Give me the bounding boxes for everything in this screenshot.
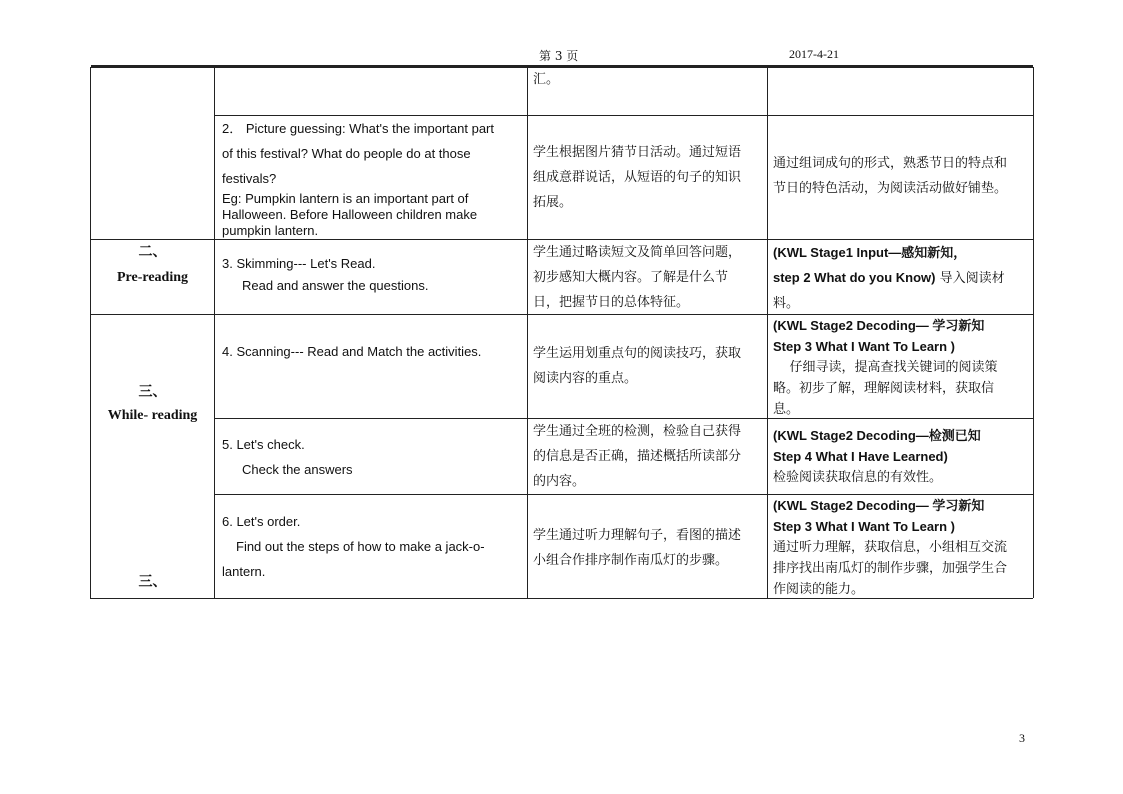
example-line: Eg: Pumpkin lantern is an important part of <box>222 191 469 206</box>
intent-line: 息。 <box>773 402 800 417</box>
example-line: Halloween. Before Halloween children make <box>222 207 478 222</box>
intent-text: 导入阅读材 <box>935 271 1005 286</box>
process-line: 日，把握节日的总体特征。 <box>533 295 690 310</box>
stage-number: 三、 <box>138 385 167 400</box>
row4-intent-cell <box>773 425 1031 488</box>
stage-number: 三、 <box>138 575 167 590</box>
activity-line: 3. Skimming--- Let's Read. <box>222 256 376 271</box>
stage-name: Pre-reading <box>116 270 189 285</box>
process-line: 小组合作排序制作南瓜灯的步骤。 <box>533 553 729 568</box>
activity-line: Find out the steps of how to make a jack-o- <box>236 539 485 554</box>
intent-line: (KWL Stage2 Decoding— 学习新知 <box>773 498 985 513</box>
row4-activity-cell <box>222 432 520 482</box>
intent-line: 排序找出南瓜灯的制作步骤，加强学生合 <box>773 561 1008 576</box>
stage-name: While- reading <box>107 408 198 423</box>
row2-activity-cell <box>222 253 520 297</box>
intent-kwl-step: step 2 What do you Know) <box>773 270 936 285</box>
process-line: 组成意群说话，从短语的句子的知识 <box>533 170 742 185</box>
intent-line: 略。初步了解，理解阅读材料，获取信 <box>773 381 995 396</box>
intent-line: Step 4 What I Have Learned) <box>773 449 948 464</box>
intent-line: (KWL Stage2 Decoding—检测已知 <box>773 428 981 443</box>
document-date: 2017-4-21 <box>789 47 839 61</box>
process-line: 学生运用划重点句的阅读技巧，获取 <box>533 346 742 361</box>
page-label: 第 3 页 <box>539 49 579 63</box>
intent-line: 作阅读的能力。 <box>773 582 865 597</box>
activity-line: of this festival? What do people do at those <box>222 146 471 161</box>
row5-process-cell <box>533 523 763 573</box>
table-border-right <box>1033 67 1034 598</box>
process-line: 的信息是否正确，描述概括所读部分 <box>533 449 742 464</box>
intent-line: (KWL Stage1 Input—感知新知， <box>773 245 967 260</box>
process-line: 阅读内容的重点。 <box>533 371 638 386</box>
intent-line: Step 3 What I Want To Learn ) <box>773 519 955 534</box>
process-line: 学生通过听力理解句子，看图的描述 <box>533 528 742 543</box>
column-divider <box>767 67 768 598</box>
activity-line: 4. Scanning--- Read and Match the activities. <box>222 344 482 359</box>
row3-process-cell <box>533 341 763 391</box>
intent-line: 通过组词成句的形式，熟悉节日的特点和 <box>773 156 1008 171</box>
activity-line: Check the answers <box>242 462 353 477</box>
intent-line: 节日的特色活动，为阅读活动做好铺垫。 <box>773 181 1008 196</box>
activity-line: Read and answer the questions. <box>242 278 429 293</box>
process-text: 汇。 <box>533 72 560 87</box>
intent-line: 料。 <box>773 296 800 311</box>
row4-process-cell <box>533 419 763 494</box>
row1-activity-cell <box>222 116 520 239</box>
row3-intent-cell <box>773 315 1031 420</box>
intent-line: (KWL Stage2 Decoding— 学习新知 <box>773 318 985 333</box>
intent-line: 通过听力理解，获取信息，小组相互交流 <box>773 540 1008 555</box>
row5-activity-cell <box>222 509 520 584</box>
stage-number: 二、 <box>138 245 167 260</box>
row1-intent-cell <box>773 151 1031 201</box>
stage-pre-reading <box>91 240 214 290</box>
page-number: 3 <box>1019 731 1025 745</box>
row3-activity-cell <box>222 339 522 364</box>
column-divider <box>214 67 215 598</box>
stage-while-reading <box>91 381 214 427</box>
intent-line: 仔细寻读，提高查找关键词的阅读策 <box>773 360 998 375</box>
row2-process-cell <box>533 240 763 315</box>
process-line: 初步感知大概内容。了解是什么节 <box>533 270 729 285</box>
stage-continued <box>91 570 214 595</box>
process-line: 学生通过全班的检测，检验自己获得 <box>533 424 742 439</box>
activity-line: 5. Let's check. <box>222 437 305 452</box>
activity-line: 2． Picture guessing: What's the important part <box>222 121 494 136</box>
row5-intent-cell <box>773 495 1031 600</box>
column-divider <box>527 67 528 598</box>
activity-line: lantern. <box>222 564 266 579</box>
intent-line: 检验阅读获取信息的有效性。 <box>773 470 943 485</box>
example-line: pumpkin lantern. <box>222 223 319 238</box>
intent-line: Step 3 What I Want To Learn ) <box>773 339 955 354</box>
row2-intent-cell <box>773 240 1031 316</box>
process-line: 拓展。 <box>533 195 573 210</box>
activity-line: 6. Let's order. <box>222 514 301 529</box>
intent-line <box>773 265 1031 291</box>
table-border-left <box>90 67 91 598</box>
row1-process-cell <box>533 140 763 215</box>
activity-line: festivals? <box>222 171 277 186</box>
process-line: 学生根据图片猜节日活动。通过短语 <box>533 145 742 160</box>
row0-process-cell <box>533 67 763 92</box>
process-line: 的内容。 <box>533 474 586 489</box>
process-line: 学生通过略读短文及简单回答问题， <box>533 245 742 260</box>
